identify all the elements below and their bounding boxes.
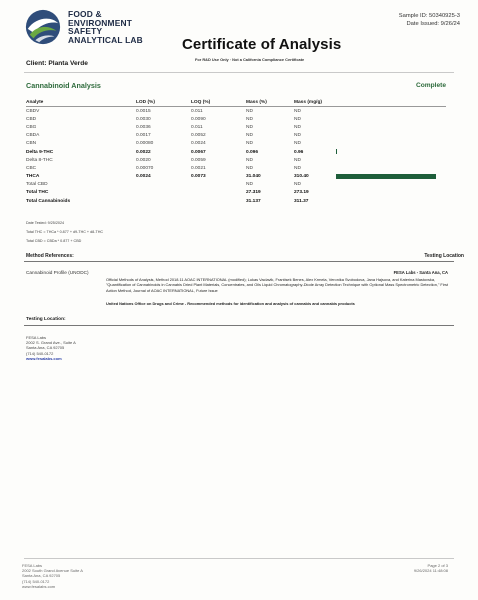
date-issued: Date Issued: 9/26/24: [406, 21, 460, 27]
footer-line: www.fesalabs.com: [22, 583, 56, 589]
cell-mass-mg: ND: [294, 157, 301, 163]
cell-mass-mg: 310.40: [294, 174, 309, 180]
cell-mass-pct: 27.319: [246, 190, 261, 196]
table-row: [26, 140, 446, 148]
cell-loq: 0.011: [191, 124, 203, 130]
cell-mass-mg: ND: [294, 141, 301, 147]
address-line: Santa Ana, CA 92705: [26, 345, 65, 351]
cell-bar: [336, 132, 446, 140]
cell-mass-pct: ND: [246, 182, 253, 188]
cell-mass-pct: ND: [246, 157, 253, 163]
lab-logo-icon: [24, 8, 62, 46]
cell-name: CBC: [26, 165, 37, 171]
cell-bar: [336, 140, 446, 148]
mass-bar: [336, 149, 337, 154]
table-row: [26, 148, 446, 156]
divider: [24, 72, 454, 73]
cell-mass-pct: ND: [246, 165, 253, 171]
cell-mass-mg: ND: [294, 124, 301, 130]
cell-name: Delta 9-THC: [26, 149, 54, 155]
section-title: Cannabinoid Analysis: [26, 81, 101, 90]
table-row: [26, 189, 446, 197]
cell-loq: 0.011: [191, 108, 203, 114]
cell-mass-pct: ND: [246, 141, 253, 147]
table-row: [26, 156, 446, 164]
cell-loq: [191, 197, 246, 205]
footer-line: (714) 540-0172: [22, 578, 50, 584]
table-row: [26, 197, 446, 205]
cell-mass-mg: ND: [294, 182, 301, 188]
cell-lod: 0.0017: [136, 133, 151, 139]
cell-name: Total Cannabinoids: [26, 198, 71, 204]
column-header: LOQ (%): [191, 99, 246, 107]
cell-name: Total THC: [26, 190, 49, 196]
compliance-note: For R&D Use Only · Not a California Compliance Certificate: [195, 57, 305, 62]
logo-line: FOOD &: [68, 9, 102, 19]
cell-loq: 0.0021: [191, 165, 206, 171]
lab-name: [68, 10, 178, 44]
cell-mass-mg: 0.96: [294, 149, 304, 155]
logo-line: ANALYTICAL LAB: [68, 34, 143, 45]
footer-line: 2002 South Grand Avenue Suite A: [22, 568, 83, 574]
cell-mass-pct: ND: [246, 116, 253, 122]
cell-bar: [336, 123, 446, 131]
footer-address: [22, 563, 83, 589]
column-header: Analyte: [26, 99, 136, 107]
address-line: (714) 540-0172: [26, 350, 54, 356]
total-cbd-formula: Total CBD = CBDa * 0.877 + CBD: [26, 239, 82, 243]
cell-mass-mg: ND: [294, 108, 301, 114]
print-timestamp: 9/26/2024 11:48:08: [413, 568, 448, 574]
cell-name: CBDA: [26, 133, 40, 139]
cell-bar: [336, 164, 446, 172]
method-references-title: Method References:: [26, 253, 74, 259]
column-header: Mass (%): [246, 99, 294, 107]
cell-bar: [336, 197, 446, 205]
cell-loq: [191, 181, 246, 189]
cell-lod: [136, 181, 191, 189]
total-thc-formula: Total THC = THCa * 0.877 + d9-THC + d8-THC: [26, 230, 104, 234]
testing-location-title: Testing Location:: [26, 317, 66, 322]
testing-location-header: Testing Location: [424, 253, 464, 259]
cell-lod: [136, 197, 191, 205]
status-badge: Complete: [415, 82, 446, 89]
table-row: [26, 107, 446, 116]
cell-name: CBD: [26, 116, 37, 122]
cannabinoid-table: [26, 99, 446, 205]
divider: [24, 558, 454, 559]
method-label: Cannabinoid Profile (UNODC): [26, 270, 89, 275]
mass-bar: [336, 174, 436, 179]
cell-loq: 0.0090: [191, 116, 206, 122]
table-row: [26, 123, 446, 131]
column-header: LOD (%): [136, 99, 191, 107]
date-tested: Date Tested: 9/25/2024: [26, 221, 65, 225]
cell-bar: [336, 148, 446, 156]
table-row: [26, 132, 446, 140]
cell-name: Total CBD: [26, 182, 48, 188]
cell-lod: 0.0030: [136, 116, 151, 122]
website-link[interactable]: www.fesalabs.com: [26, 355, 62, 361]
cell-mass-mg: 311.37: [294, 198, 309, 204]
cell-bar: [336, 189, 446, 197]
cell-loq: 0.0067: [191, 149, 206, 155]
page-number: Page 2 of 3: [427, 563, 448, 568]
cell-name: CBN: [26, 141, 37, 147]
footer-line: FESA Labs: [22, 563, 43, 568]
footer-line: Santa Ana, CA 92705: [22, 573, 61, 579]
address-line: 2002 S. Grand Ave., Suite A: [26, 340, 76, 346]
cell-bar: [336, 156, 446, 164]
logo-line: SAFETY: [68, 26, 103, 36]
column-header: Mass (mg/g): [294, 99, 336, 107]
table-row: [26, 164, 446, 172]
client-name: Client: Planta Verde: [26, 60, 88, 67]
table-header-row: [26, 99, 446, 107]
cell-lod: 0.00080: [136, 141, 154, 147]
cell-mass-pct: 31.040: [246, 174, 261, 180]
footer-meta: [414, 563, 448, 573]
cell-mass-mg: 273.19: [294, 190, 309, 196]
cell-lod: [136, 189, 191, 197]
method-unodc: United Nations Office on Drugs and Crime - Recommended methods for identification and analysis of cannabis and cannabis products: [106, 301, 355, 306]
cell-loq: 0.0073: [191, 174, 206, 180]
cell-mass-mg: ND: [294, 165, 301, 171]
cell-name: CBG: [26, 124, 37, 130]
cell-name: Delta 8-THC: [26, 157, 53, 163]
cell-mass-pct: ND: [246, 124, 253, 130]
cell-bar: [336, 107, 446, 116]
method-lab: FESA Labs - Santa Ana, CA: [393, 270, 448, 275]
address-line: FESA Labs: [26, 335, 47, 340]
cell-bar: [336, 181, 446, 189]
cell-lod: 0.0036: [136, 124, 151, 130]
cell-loq: 0.0052: [191, 133, 206, 139]
cell-loq: 0.0059: [191, 157, 206, 163]
cell-mass-mg: ND: [294, 116, 301, 122]
sample-info: [399, 12, 460, 28]
table-row: [26, 181, 446, 189]
cell-lod: 0.0015: [136, 108, 151, 114]
cell-lod: 0.00070: [136, 165, 154, 171]
cell-name: CBDV: [26, 108, 40, 114]
cell-name: THCA: [26, 174, 40, 180]
cell-loq: [191, 189, 246, 197]
cell-bar: [336, 173, 446, 181]
logo-line: ENVIRONMENT: [68, 17, 133, 28]
divider: [24, 325, 454, 326]
cell-loq: 0.0024: [191, 141, 206, 147]
table-row: [26, 173, 446, 181]
test-notes: [26, 219, 103, 246]
cell-mass-pct: ND: [246, 108, 253, 114]
cell-lod: 0.0022: [136, 149, 151, 155]
cell-mass-pct: 31.137: [246, 198, 261, 204]
cell-mass-pct: 0.096: [246, 149, 259, 155]
lab-address: [26, 335, 76, 361]
column-header: [336, 99, 446, 107]
divider: [24, 261, 454, 262]
cell-lod: 0.0024: [136, 174, 151, 180]
sample-id: Sample ID: 50340925-3: [398, 13, 460, 19]
page-title: Certificate of Analysis: [182, 36, 342, 53]
method-description: Official Methods of Analysis, Method 2018.11 AOAC INTERNATIONAL (modified); Lukas Vaclavik, Frantisek Benes, Alex Krmela, Veronika Svobodova, Jana Hajsova, and Katerina Mastovska, "Quantification of Cannabinoids in Cannabis Dried Plant Materials, Concentrates, and Oils Liquid Chromatography-Diode Array Detection Technique with Optional Mass Spectrometric Detection," First Action Method, Journal of AOAC INTERNATIONAL, Future Issue: [106, 277, 448, 293]
cell-mass-pct: ND: [246, 133, 253, 139]
cell-lod: 0.0020: [136, 157, 151, 163]
cell-bar: [336, 115, 446, 123]
table-row: [26, 115, 446, 123]
cell-mass-mg: ND: [294, 133, 301, 139]
